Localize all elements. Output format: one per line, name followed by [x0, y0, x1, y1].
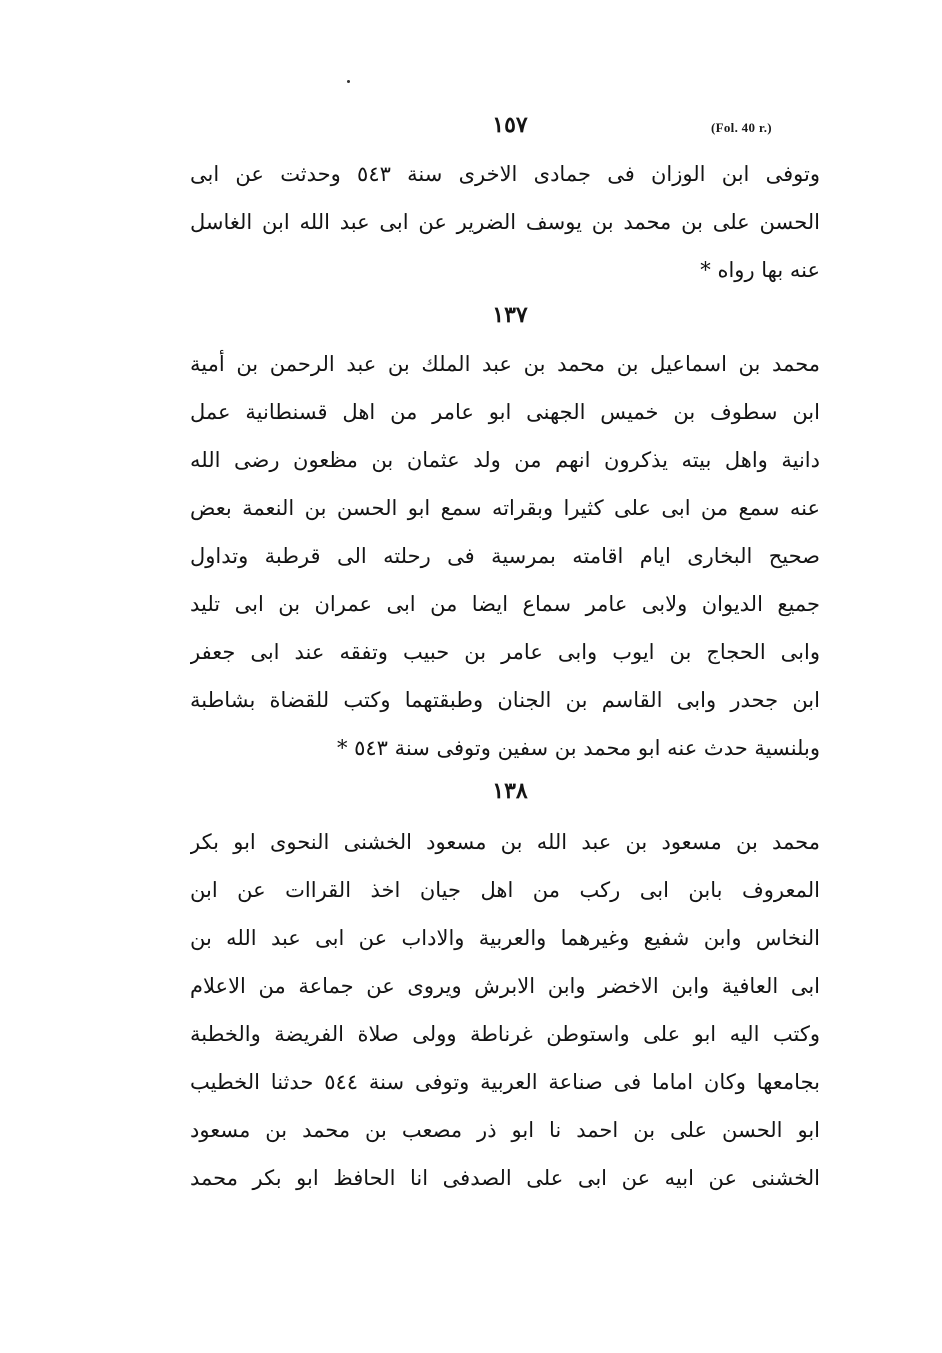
- text-line: ابو الحسن على بن احمد نا ابو ذر مصعب بن محمد بن مسعود: [190, 1118, 820, 1142]
- previous-entry-continuation: [190, 150, 820, 294]
- text-line: وبلنسية حدث عنه ابو محمد بن سفين وتوفى سنة ٥٤٣ *: [336, 736, 820, 760]
- entry-138-body: [190, 818, 820, 1202]
- text-line: الحسن على بن محمد بن يوسف الضرير عن ابى عبد الله ابن الغاسل: [190, 210, 820, 234]
- entry-number-137: ١٣٧: [492, 302, 528, 328]
- text-line: عنه بها رواه *: [700, 258, 820, 282]
- text-line: وكتب اليه ابو على واستوطن غرناطة وولى صلاة الفريضة والخطبة: [190, 1022, 820, 1046]
- text-line: بجامعها وكان اماما فى صناعة العربية وتوفى سنة ٥٤٤ حدثنا الخطيب: [190, 1070, 820, 1094]
- entry-number-138: ١٣٨: [492, 778, 528, 804]
- page-number: ١٥٧: [492, 112, 528, 138]
- text-line: ابى العافية وابن الاخضر وابن الابرش ويروى عن جماعة من الاعلام: [190, 974, 820, 998]
- text-line: محمد بن مسعود بن عبد الله بن مسعود الخشنى النحوى ابو بكر: [190, 830, 820, 854]
- text-line: الخشنى عن ابيه عن ابى على الصدفى انا الحافظ ابو بكر محمد: [190, 1166, 820, 1190]
- text-line: محمد بن اسماعيل بن محمد بن عبد الملك بن عبد الرحمن بن أمية: [190, 352, 820, 376]
- text-line: المعروف بابن ابى ركب من اهل جيان اخذ القراات عن ابن: [190, 878, 820, 902]
- text-line: صحيح البخارى ايام اقامته بمرسية فى رحلته الى قرطبة وتداول: [190, 544, 820, 568]
- text-line: وابى الحجاج بن ايوب وابى عامر بن حبيب وتفقه عند ابى جعفر: [190, 640, 820, 664]
- text-line: جميع الديوان ولابى عامر سماع ايضا من ابى عمران بن ابى تليد: [190, 592, 820, 616]
- text-line: ابن جحدر وابى القاسم بن الجنان وطبقتهما وكتب للقضاة بشاطبة: [190, 688, 820, 712]
- text-line: عنه سمع من ابى على كثيرا وبقراته سمع ابو الحسن بن النعمة بعض: [190, 496, 820, 520]
- entry-137-body: [190, 340, 820, 772]
- text-line: وتوفى ابن الوزان فى جمادى الاخرى سنة ٥٤٣ وحدثت عن ابى: [190, 162, 820, 186]
- text-line: ابن سطوف بن خميس الجهنى ابو عامر من اهل قسنطانية عمل: [190, 400, 820, 424]
- text-line: دانية واهل بيته يذكرون انهم من ولد عثمان بن مظعون رضى الله: [190, 448, 820, 472]
- folio-reference: (Fol. 40 r.): [711, 120, 772, 135]
- text-line: النخاس وابن شفيع وغيرهما والعربية والاداب عن ابى عبد الله بن: [190, 926, 820, 950]
- ink-speck: [347, 80, 350, 83]
